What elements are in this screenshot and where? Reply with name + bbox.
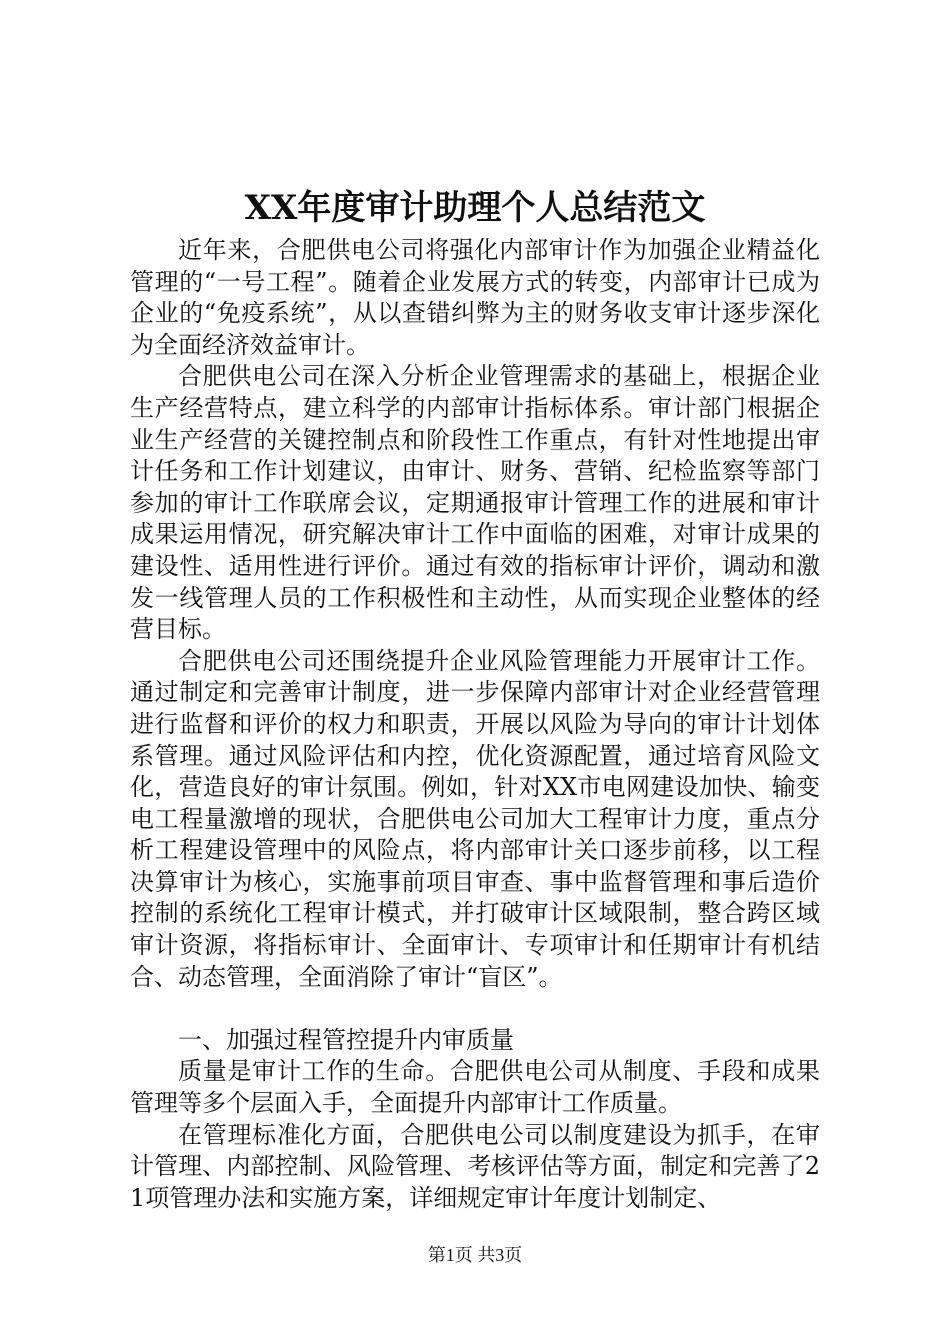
paragraph-audit-indicators: 合肥供电公司在深入分析企业管理需求的基础上，根据企业生产经营特点，建立科学的内部审计指标体系。审计部门根据企业生产经营的关键控制点和阶段性工作重点，有针对性地提出审计任务和工作计划建议，由审计、财务、营销、纪检监察等部门参加的审计工作联席会议，定期通报审计管理工作的进展和审计成果运用情况，研究解决审计工作中面临的困难，对审计成果的建设性、适用性进行评价。通过有效的指标审计评价，调动和激发一线管理人员的工作积极性和主动性，从而实现企业整体的经营目标。: [130, 362, 820, 644]
document-body: [130, 235, 820, 1214]
section-heading: 一、加强过程管控提升内审质量: [178, 1025, 514, 1054]
paragraph-quality: 质量是审计工作的生命。合肥供电公司从制度、手段和成果管理等多个层面入手，全面提升内部审计工作质量。: [130, 1057, 820, 1118]
page-title: XX年度审计助理个人总结范文: [244, 188, 706, 228]
page-footer: 第1页 共3页: [427, 1245, 523, 1265]
paragraph-risk-management: 合肥供电公司还围绕提升企业风险管理能力开展审计工作。通过制定和完善审计制度，进一步保障内部审计对企业经营管理进行监督和评价的权力和职责，开展以风险为导向的审计计划体系管理。通过风险评估和内控，优化资源配置，通过培育风险文化，营造良好的审计氛围。例如，针对XX市电网建设加快、输变电工程量激增的现状，合肥供电公司加大工程审计力度，重点分析工程建设管理中的风险点，将内部审计关口逐步前移，以工程决算审计为核心，实施事前项目审查、事中监督管理和事后造价控制的系统化工程审计模式，并打破审计区域限制，整合跨区域审计资源，将指标审计、全面审计、专项审计和任期审计有机结合、动态管理，全面消除了审计“盲区”。: [130, 646, 820, 991]
paragraph-standardization: 在管理标准化方面，合肥供电公司以制度建设为抓手，在审计管理、内部控制、风险管理、考核评估等方面，制定和完善了21项管理办法和实施方案，详细规定审计年度计划制定、: [130, 1120, 820, 1212]
paragraph-intro: 近年来，合肥供电公司将强化内部审计作为加强企业精益化管理的“一号工程”。随着企业发展方式的转变，内部审计已成为企业的“免疫系统”，从以查错纠弊为主的财务收支审计逐步深化为全面经济效益审计。: [130, 236, 820, 359]
